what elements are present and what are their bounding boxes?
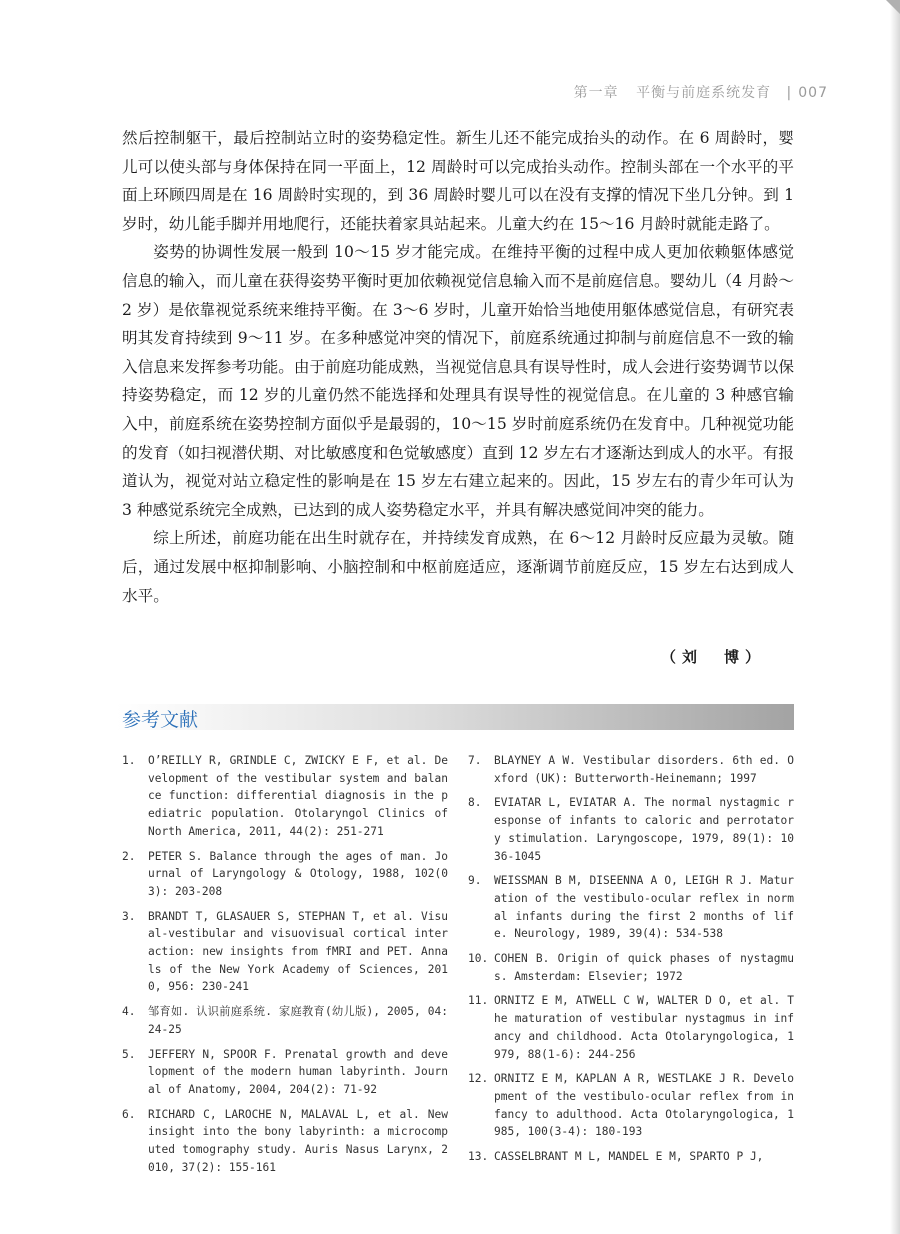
reference-number: 7. [468, 754, 482, 767]
reference-item [122, 752, 448, 841]
reference-number: 2. [122, 849, 136, 863]
reference-text: BRANDT T, GLASAUER S, STEPHAN T, et al. Visual-vestibular and visuovisual cortical interaction: new insights from fMRI and PET. Annals of the New York Academy of Sciences, 2010, 956: 230-241 [148, 909, 448, 994]
reference-item [122, 848, 448, 901]
references-right-column [468, 752, 794, 1173]
paragraph: 综上所述，前庭功能在出生时就存在，并持续发育成熟，在 6～12 月龄时反应最为灵敏。随后，通过发展中枢抑制影响、小脑控制和中枢前庭适应，逐渐调节前庭反应，15 岁左右达到成人水平。 [122, 529, 794, 605]
references-heading-bar [116, 704, 794, 730]
reference-item [122, 1003, 448, 1038]
reference-text: JEFFERY N, SPOOR F. Prenatal growth and development of the modern human labyrinth. Journal of Anatomy, 2004, 204(2): 71-92 [148, 1047, 448, 1096]
author-signature: （刘 博） [660, 648, 766, 666]
reference-number: 10. [468, 952, 489, 966]
paragraph: 姿势的协调性发展一般到 10～15 岁才能完成。在维持平衡的过程中成人更加依赖躯体感觉信息的输入，而儿童在获得姿势平衡时更加依赖视觉信息输入而不是前庭信息。婴幼儿（4 月龄～2 岁）是依靠视觉系统来维持平衡。在 3～6 岁时，儿童开始恰当地使用躯体感觉信息，有研究表明其发育持续到 9～11 岁。在多种感觉冲突的情况下，前庭系统通过抑制与前庭信息不一致的输入信息来发挥参考功能。由于前庭功能成熟，当视觉信息具有误导性时，成人会进行姿势调节以保持姿势稳定，而 12 岁的儿童仍然不能选择和处理具有误导性的视觉信息。在儿童的 3 种感官输入中，前庭系统在姿势控制方面似乎是最弱的，10～15 岁时前庭系统仍在发育中。几种视觉功能的发育（如扫视潜伏期、对比敏感度和色觉敏感度）直到 12 岁左右才逐渐达到成人的水平。有报道认为，视觉对站立稳定性的影响是在 15 岁左右建立起来的。因此，15 岁左右的青少年可认为 3 种感觉系统完全成熟，已达到的成人姿势稳定水平，并具有解决感觉间冲突的能力。 [122, 243, 794, 519]
reference-text: ORNITZ E M, ATWELL C W, WALTER D O, et al. The maturation of vestibular nystagmus in infancy and childhood. Acta Otolaryngologica, 1979, 88(1-6): 244-256 [494, 994, 794, 1061]
header-separator: | [786, 85, 793, 101]
page-edge-shadow [890, 0, 900, 1234]
reference-text: RICHARD C, LAROCHE N, MALAVAL L, et al. New insight into the bony labyrinth: a microcomputed tomography study. Auris Nasus Larynx, 2010, 37(2): 155-161 [148, 1107, 448, 1174]
reference-number: 11. [468, 994, 489, 1008]
reference-number: 9. [468, 874, 482, 888]
reference-text: ORNITZ E M, KAPLAN A R, WESTLAKE J R. Development of the vestibulo-ocular reflex from infancy to adulthood. Acta Otolaryngologica, 1985, 100(3-4): 180-193 [494, 1072, 794, 1139]
page-number: 007 [798, 85, 828, 101]
reference-number: 8. [468, 796, 482, 810]
reference-item [468, 872, 794, 943]
reference-item [468, 1070, 794, 1141]
reference-item [468, 950, 794, 985]
reference-text: COHEN B. Origin of quick phases of nystagmus. Amsterdam: Elsevier; 1972 [494, 952, 794, 983]
page-corner [886, 0, 900, 14]
reference-text: CASSELBRANT M L, MANDEL E M, SPARTO P J, [494, 1150, 764, 1164]
reference-number: 1. [122, 754, 136, 767]
reference-text: 邹育如. 认识前庭系统. 家庭教育(幼儿版), 2005, 04: 24-25 [148, 1005, 448, 1036]
reference-number: 12. [468, 1072, 489, 1086]
reference-number: 4. [122, 1005, 136, 1019]
reference-item [122, 1046, 448, 1099]
reference-item [122, 908, 448, 997]
reference-item [468, 992, 794, 1063]
reference-text: EVIATAR L, EVIATAR A. The normal nystagmic response of infants to caloric and perrotatory stimulation. Laryngoscope, 1979, 89(1): 1036-1045 [494, 796, 794, 863]
running-header [574, 82, 828, 102]
chapter-title: 平衡与前庭系统发育 [636, 85, 772, 101]
reference-text: O’REILLY R, GRINDLE C, ZWICKY E F, et al. Development of the vestibular system and balance function: differential diagnosis in the pediatric population. Otolaryngol Clinics of North America, 2011, 44(2): 251-271 [148, 754, 448, 838]
reference-number: 3. [122, 909, 136, 923]
reference-text: PETER S. Balance through the ages of man. Journal of Laryngology & Otology, 1988, 102(03): 203-208 [148, 849, 448, 898]
reference-text: BLAYNEY A W. Vestibular disorders. 6th ed. Oxford (UK): Butterworth-Heinemann; 1997 [494, 754, 794, 785]
reference-item [468, 1148, 794, 1166]
reference-text: WEISSMAN B M, DISEENNA A O, LEIGH R J. Maturation of the vestibulo-ocular reflex in normal infants during the first 2 months of life. Neurology, 1989, 39(4): 534-538 [494, 874, 794, 941]
reference-number: 5. [122, 1047, 136, 1061]
references-heading: 参考文献 [122, 709, 199, 731]
paragraph: 然后控制躯干，最后控制站立时的姿势稳定性。新生儿还不能完成抬头的动作。在 6 周龄时，婴儿可以使头部与身体保持在同一平面上，12 周龄时可以完成抬头动作。控制头部在一个水平的平面上环顾四周是在 16 周龄时实现的，到 36 周龄时婴儿可以在没有支撑的情况下坐几分钟。到 1 岁时，幼儿能手脚并用地爬行，还能扶着家具站起来。儿童大约在 15～16 月龄时就能走路了。 [122, 129, 794, 233]
chapter-label: 第一章 [573, 85, 619, 101]
reference-item [468, 752, 794, 787]
references-left-column [122, 752, 448, 1183]
reference-number: 13. [468, 1150, 489, 1164]
body-text [122, 124, 794, 610]
reference-item [122, 1106, 448, 1177]
reference-item [468, 794, 794, 865]
reference-number: 6. [122, 1107, 136, 1121]
